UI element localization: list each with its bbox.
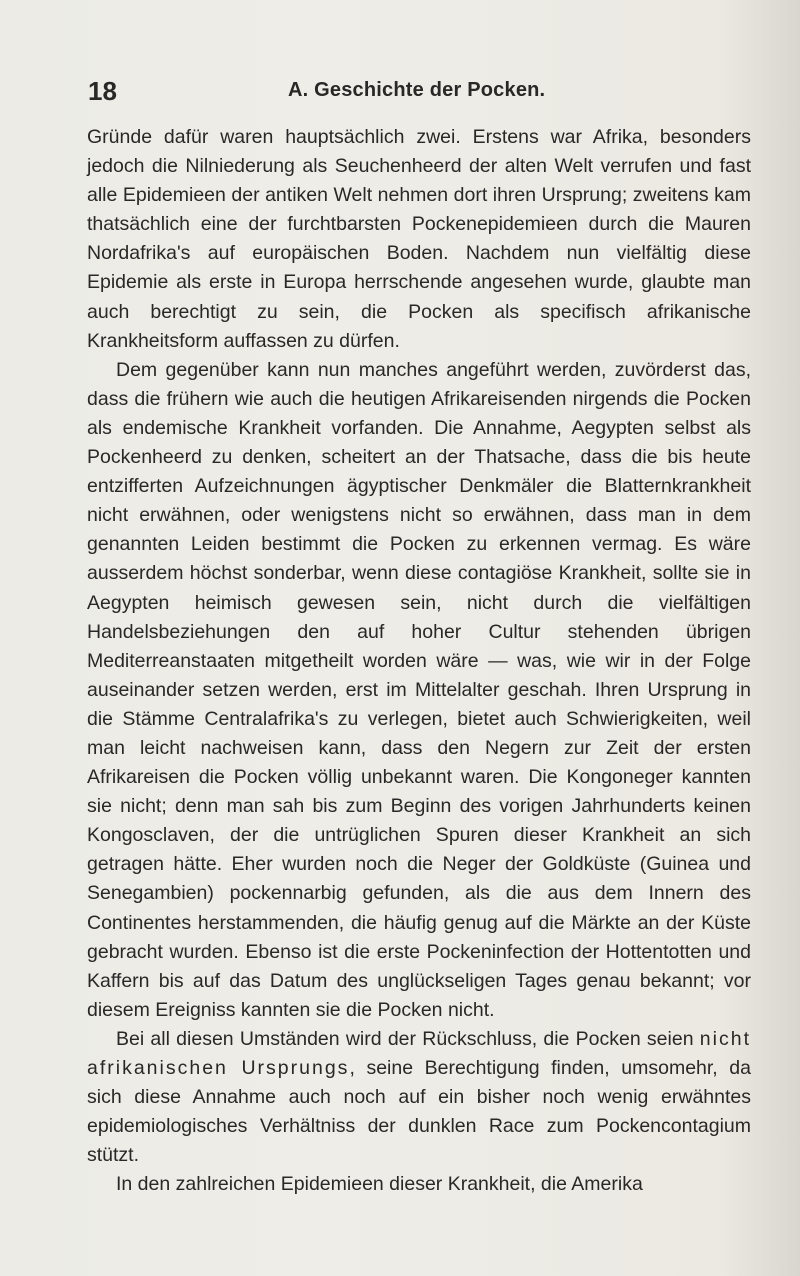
- emphasized-phrase: nicht afrikanischen Ursprungs: [87, 1027, 751, 1079]
- body-text: [87, 123, 751, 1199]
- paragraph-4: In den zahlreichen Epidemieen dieser Krankheit, die Amerika: [116, 1173, 643, 1196]
- page-number: 18: [88, 76, 117, 106]
- page-header: [88, 70, 748, 110]
- paragraph-3-text-before: Bei all diesen Umständen wird der Rückschluss, die Pocken seien: [116, 1027, 700, 1050]
- paragraph-3-text-after: , seine Berechtigung finden, umsomehr, da sich diese Annahme auch noch auf ein bisher noch wenig erwähntes epidemiologisches Verhältniss der dunklen Race zum Pockencontagium stützt.: [87, 1057, 751, 1167]
- paragraph-1: Gründe dafür waren hauptsächlich zwei. Erstens war Afrika, besonders jedoch die Nilniederung als Seuchenheerd der alten Welt verrufen und fast alle Epidemieen der antiken Welt nehmen dort ihren Ursprung; zweitens kam thatsächlich eine der furchtbarsten Pockenepidemieen durch die Mauren Nordafrika's auf europäischen Boden. Nachdem nun vielfältig diese Epidemie als erste in Europa herrschende angesehen wurde, glaubte man auch berechtigt zu sein, die Pocken als specifisch afrikanische Krankheitsform auffassen zu dürfen.: [87, 126, 751, 352]
- paragraph-3: [87, 1025, 751, 1170]
- running-title: A. Geschichte der Pocken.: [288, 79, 546, 101]
- paragraph-2: Dem gegenüber kann nun manches angeführt werden, zuvörderst das, dass die frühern wie auch die heutigen Afrikareisenden nirgends die Pocken als endemische Krankheit vorfanden. Die Annahme, Aegypten selbst als Pockenheerd zu denken, scheitert an der Thatsache, dass die bis heute entzifferten Aufzeichnungen ägyptischer Denkmäler die Blatternkrankheit nicht erwähnen, oder wenigstens nicht so erwähnen, dass man in dem genannten Leiden bestimmt die Pocken zu erkennen vermag. Es wäre ausserdem höchst sonderbar, wenn diese contagiöse Krankheit, sollte sie in Aegypten heimisch gewesen sein, nicht durch die vielfältigen Handelsbeziehungen den auf hoher Cultur stehenden übrigen Mediterreanstaaten mitgetheilt worden wäre — was, wie wir in der Folge auseinander setzen werden, erst im Mittelalter geschah. Ihren Ursprung in die Stämme Centralafrika's zu verlegen, bietet auch Schwierigkeiten, weil man leicht nachweisen kann, dass den Negern zur Zeit der ersten Afrikareisen die Pocken völlig unbekannt waren. Die Kongoneger kannten sie nicht; denn man sah bis zum Beginn des vorigen Jahrhunderts keinen Kongosclaven, der die untrüglichen Spuren dieser Krankheit an sich getragen hätte. Eher wurden noch die Neger der Goldküste (Guinea und Senegambien) pockennarbig gefunden, als die aus dem Innern des Continentes herstammenden, die häufig genug auf die Märkte an der Küste gebracht wurden. Ebenso ist die erste Pockeninfection der Hottentotten und Kaffern bis auf das Datum des unglückseligen Tages genau bekannt; vor diesem Ereigniss kannten sie die Pocken nicht.: [87, 358, 751, 1021]
